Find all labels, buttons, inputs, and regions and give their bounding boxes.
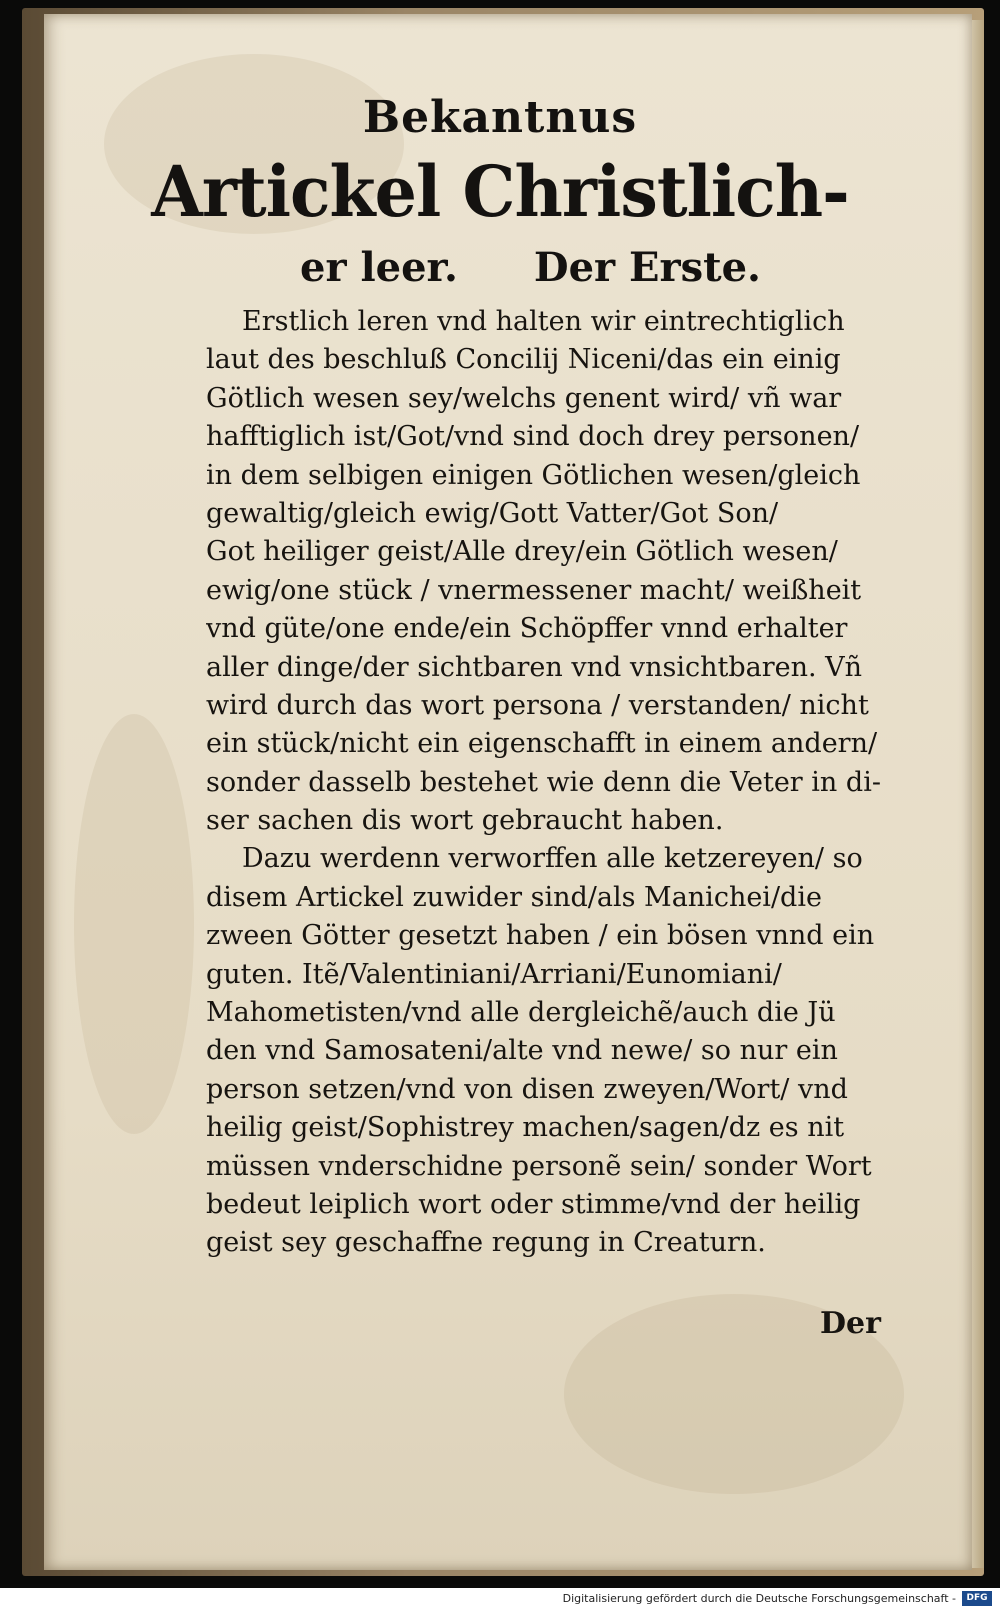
dfg-logo: DFG [962,1591,992,1606]
text-line: ewig/one stück / vnermessener macht/ weißheit [206,574,862,606]
text-line: person setzen/vnd von disen zweyen/Wort/ vnd [206,1073,848,1105]
text-line: disem Artickel zuwider sind/als Manichei/die [206,881,822,913]
text-line: geist sey geschaffne regung in Creaturn. [206,1227,766,1259]
article-label: Der Erste. [533,244,761,291]
text-line: aller dinge/der sichtbaren vnd vnsichtbaren. Vñ [206,651,863,683]
text-line: guten. Itẽ/Valentiniani/Arriani/Eunomiani/ [206,958,782,990]
text-line: den vnd Samosateni/alte vnd newe/ so nur ein [206,1035,838,1067]
body-text [206,303,886,1263]
text-line: heilig geist/Sophistrey machen/sagen/dz es nit [206,1112,845,1144]
text-line: müssen vnderschidne personẽ sein/ sonder Wort [206,1150,872,1182]
text-line: Got heiliger geist/Alle drey/ein Götlich wesen/ [206,536,838,568]
text-line: ser sachen dis wort gebraucht haben. [206,805,724,837]
page-title: Artickel Christlich- [151,150,849,233]
catchword: Der [820,1306,881,1341]
text-line: Götlich wesen sey/welchs genent wird/ vñ war [206,382,842,414]
text-line: wird durch das wort persona / verstanden/ nicht [206,689,869,721]
title-continuation: er leer. [300,244,458,291]
text-line: sonder dasselb bestehet wie denn die Veter in di- [206,766,881,798]
text-line: bedeut leiplich wort oder stimme/vnd der heilig [206,1188,861,1220]
text-line: Erstlich leren vnd halten wir eintrechtiglich [242,306,845,337]
text-line: zween Götter gesetzt haben / ein bösen vnnd ein [206,920,875,952]
text-line: in dem selbigen einigen Götlichen wesen/gleich [206,459,861,491]
text-line: hafftiglich ist/Got/vnd sind doch drey personen/ [206,421,860,453]
text-line: laut des beschluß Concilij Niceni/das ein einig [206,344,841,376]
footer-credit: Digitalisierung gefördert durch die Deutsche Forschungsgemeinschaft - [562,1592,956,1605]
text-line: gewaltig/gleich ewig/Gott Vatter/Got Son/ [206,497,779,529]
text-line: Mahometisten/vnd alle dergleichẽ/auch die Jü [206,997,836,1029]
title-continuation-row [300,244,761,291]
footer-bar [0,1588,1000,1612]
paper-stain [74,714,194,1134]
running-head: Bekantnus [362,92,638,143]
text-line: Dazu werdenn verworffen alle ketzereyen/ so [242,843,863,875]
text-line: vnd güte/one ende/ein Schöpffer vnnd erhalter [206,613,848,645]
text-line: ein stück/nicht ein eigenschafft in einem andern/ [206,728,878,760]
